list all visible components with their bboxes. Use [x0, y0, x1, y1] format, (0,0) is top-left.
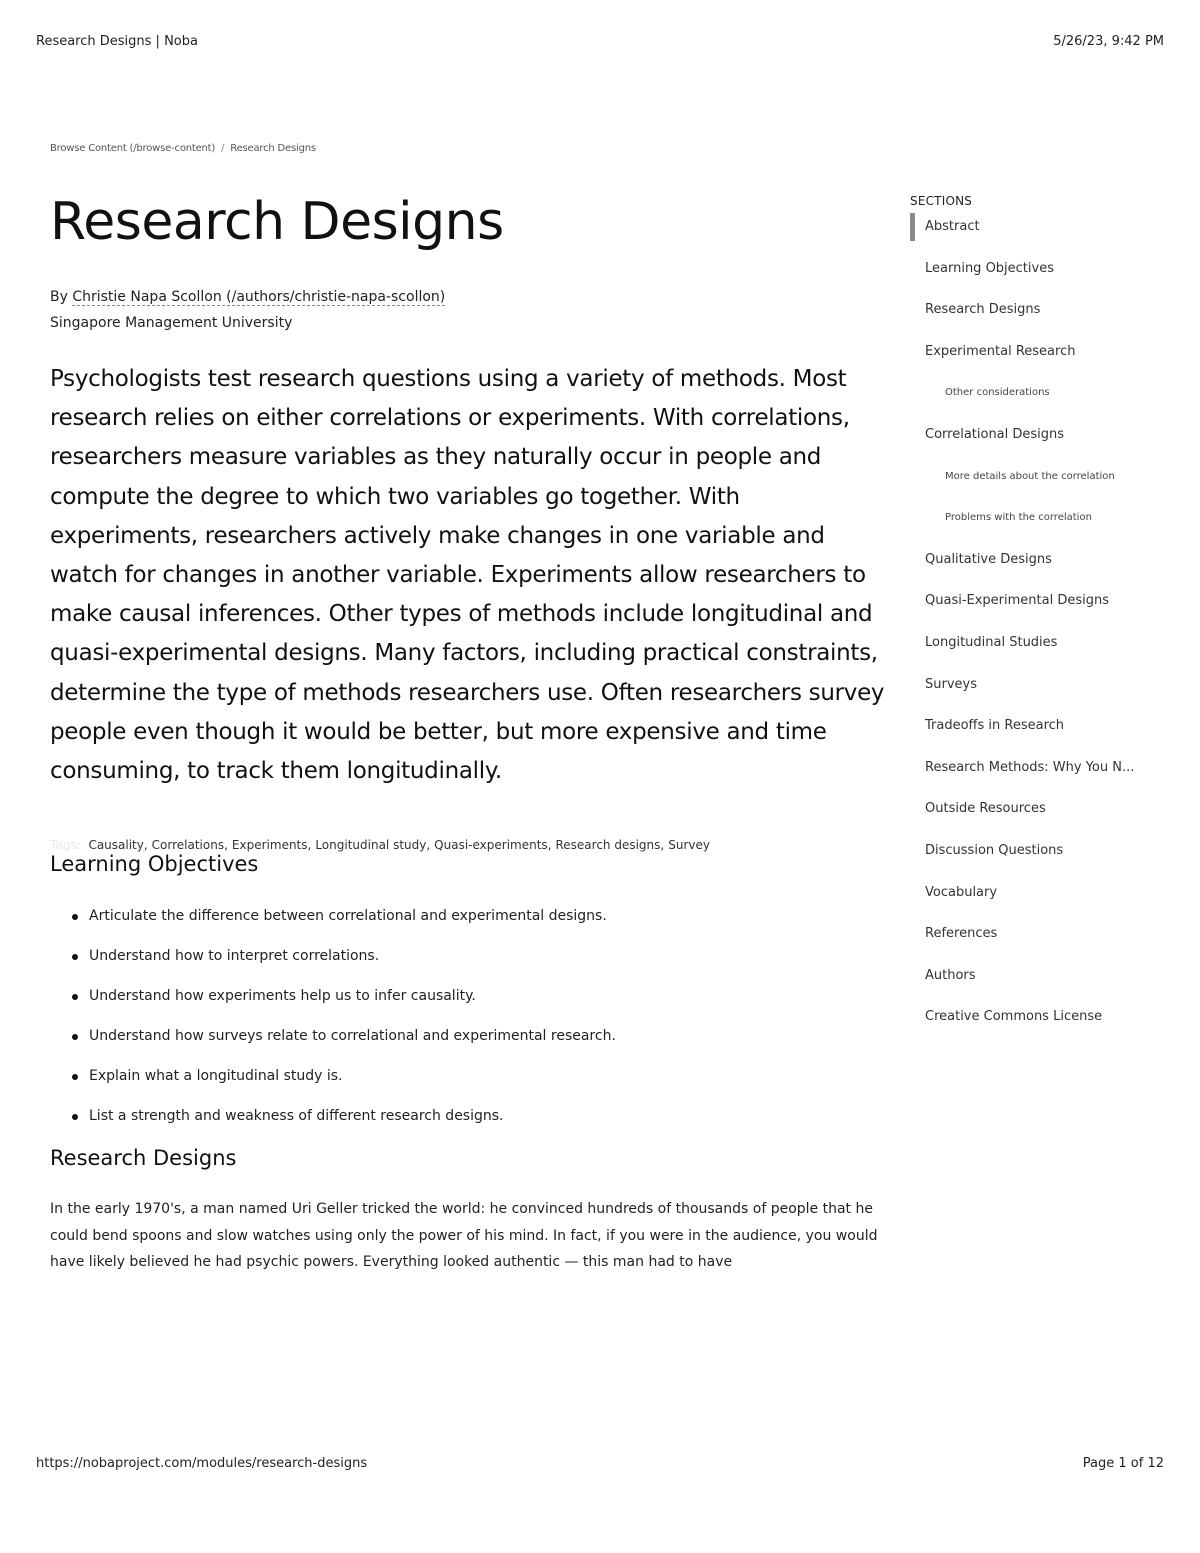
toc-item[interactable]	[910, 885, 1150, 927]
toc-item[interactable]	[910, 344, 1150, 386]
breadcrumb-current: Research Designs	[230, 143, 316, 154]
print-url: https://nobaproject.com/modules/research-designs	[36, 1456, 368, 1471]
toc-item[interactable]	[910, 219, 1150, 261]
toc-item-label: Longitudinal Studies	[925, 634, 1058, 650]
toc-item-label: Qualitative Designs	[925, 551, 1052, 567]
toc-item[interactable]	[910, 261, 1150, 303]
toc-item-label: More details about the correlation	[945, 470, 1115, 482]
print-footer	[36, 1456, 1164, 1471]
topic-tag-link[interactable]: Quasi-experiments,	[434, 838, 552, 853]
toc-item[interactable]	[910, 552, 1150, 594]
topic-tag-link[interactable]: Research designs,	[555, 838, 665, 853]
toc-item[interactable]	[910, 1009, 1150, 1051]
page-title: Research Designs	[50, 192, 504, 252]
breadcrumb	[50, 143, 316, 154]
topic-tag-link[interactable]: Survey	[668, 838, 710, 853]
toc-item-label: Creative Commons License	[925, 1009, 1103, 1025]
breadcrumb-parent-link[interactable]: Browse Content (/browse-content)	[50, 143, 216, 154]
topic-tag-link[interactable]: Correlations,	[151, 838, 228, 853]
toc-item-label: Outside Resources	[925, 801, 1046, 817]
toc-item-label: Vocabulary	[925, 884, 998, 900]
toc-item-label: Problems with the correlation	[945, 512, 1092, 524]
toc-item[interactable]	[910, 635, 1150, 677]
print-timestamp: 5/26/23, 9:42 PM	[1053, 34, 1164, 49]
print-header	[36, 34, 1164, 49]
toc-item[interactable]	[910, 677, 1150, 719]
byline	[50, 284, 885, 336]
toc-item[interactable]	[910, 801, 1150, 843]
toc-item-label: Research Methods: Why You N...	[925, 759, 1135, 775]
toc-item-label: Abstract	[925, 219, 980, 234]
toc-item[interactable]	[910, 593, 1150, 635]
breadcrumb-separator: /	[221, 143, 225, 154]
article-main	[50, 190, 885, 1276]
toc-item-label: Other considerations	[945, 387, 1050, 399]
learning-objective-item: Understand how surveys relate to correlational and experimental research.	[50, 1026, 885, 1066]
toc-item[interactable]	[910, 427, 1150, 469]
topic-tag-link[interactable]: Longitudinal study,	[315, 838, 431, 853]
topics-list	[50, 838, 885, 852]
toc-item[interactable]	[910, 718, 1150, 760]
toc-item[interactable]	[910, 302, 1150, 344]
topic-tag-link[interactable]: Experiments,	[231, 838, 312, 853]
toc-item[interactable]	[910, 843, 1150, 885]
toc-item-label: Experimental Research	[925, 343, 1076, 359]
learning-objective-item: Understand how experiments help us to infer causality.	[50, 986, 885, 1026]
topics-label: Tags:	[50, 838, 81, 853]
toc-item-label: Correlational Designs	[925, 426, 1065, 442]
toc-item[interactable]	[910, 469, 1150, 511]
learning-objectives-list	[50, 906, 885, 1146]
toc-item-label: Tradeoffs in Research	[925, 718, 1065, 734]
learning-objective-item: Explain what a longitudinal study is.	[50, 1066, 885, 1106]
topic-tag-link[interactable]: Causality,	[88, 838, 148, 853]
research-designs-paragraph: In the early 1970's, a man named Uri Geller tricked the world: he convinced hundreds of thousands of people that he could bend spoons and slow watches using only the power of his mind. In fact, if you were in the audience, you would have likely believed he had psychic powers. Everything looked authentic — this man had to have	[50, 1201, 878, 1271]
learning-objective-item: Articulate the difference between correlational and experimental designs.	[50, 906, 885, 946]
toc-item[interactable]	[910, 926, 1150, 968]
toc-item[interactable]	[910, 385, 1150, 427]
toc-item[interactable]	[910, 968, 1150, 1010]
sections-toc	[910, 219, 1150, 1051]
toc-item-label: Surveys	[925, 676, 977, 692]
learning-objective-item: Understand how to interpret correlations.	[50, 946, 885, 986]
byline-prefix: By	[50, 289, 73, 305]
learning-objective-item: List a strength and weakness of different research designs.	[50, 1106, 885, 1146]
research-designs-heading: Research Designs	[50, 1146, 237, 1171]
toc-item[interactable]	[910, 760, 1150, 802]
sections-sidebar	[910, 194, 1150, 1051]
sidebar-title: SECTIONS	[910, 194, 973, 208]
toc-item-label: Learning Objectives	[925, 260, 1054, 276]
author-affiliation: Singapore Management University	[50, 315, 293, 331]
toc-item-label: Quasi-Experimental Designs	[925, 593, 1109, 609]
toc-item-label: Authors	[925, 967, 976, 983]
toc-item-label: Discussion Questions	[925, 842, 1064, 858]
toc-item-label: References	[925, 926, 998, 942]
learning-objectives-heading: Learning Objectives	[50, 852, 259, 877]
author-link[interactable]: Christie Napa Scollon (/authors/christie-napa-scollon)	[72, 289, 446, 305]
abstract-text: Psychologists test research questions using a variety of methods. Most research relies on either correlations or experiments. With correlations, researchers measure variables as they naturally occur in people and compute the degree to which two variables go together. With experiments, researchers actively make changes in one variable and watch for changes in another variable. Experiments allow researchers to make causal inferences. Other types of methods include longitudinal and quasi-experimental designs. Many factors, including practical constraints, determine the type of methods researchers use. Often researchers survey people even though it would be better, but more expensive and time consuming, to track them longitudinally.	[50, 366, 885, 785]
toc-item[interactable]	[910, 510, 1150, 552]
print-page-title: Research Designs | Noba	[36, 34, 198, 49]
print-page-number: Page 1 of 12	[1082, 1456, 1164, 1471]
toc-item-label: Research Designs	[925, 302, 1041, 318]
